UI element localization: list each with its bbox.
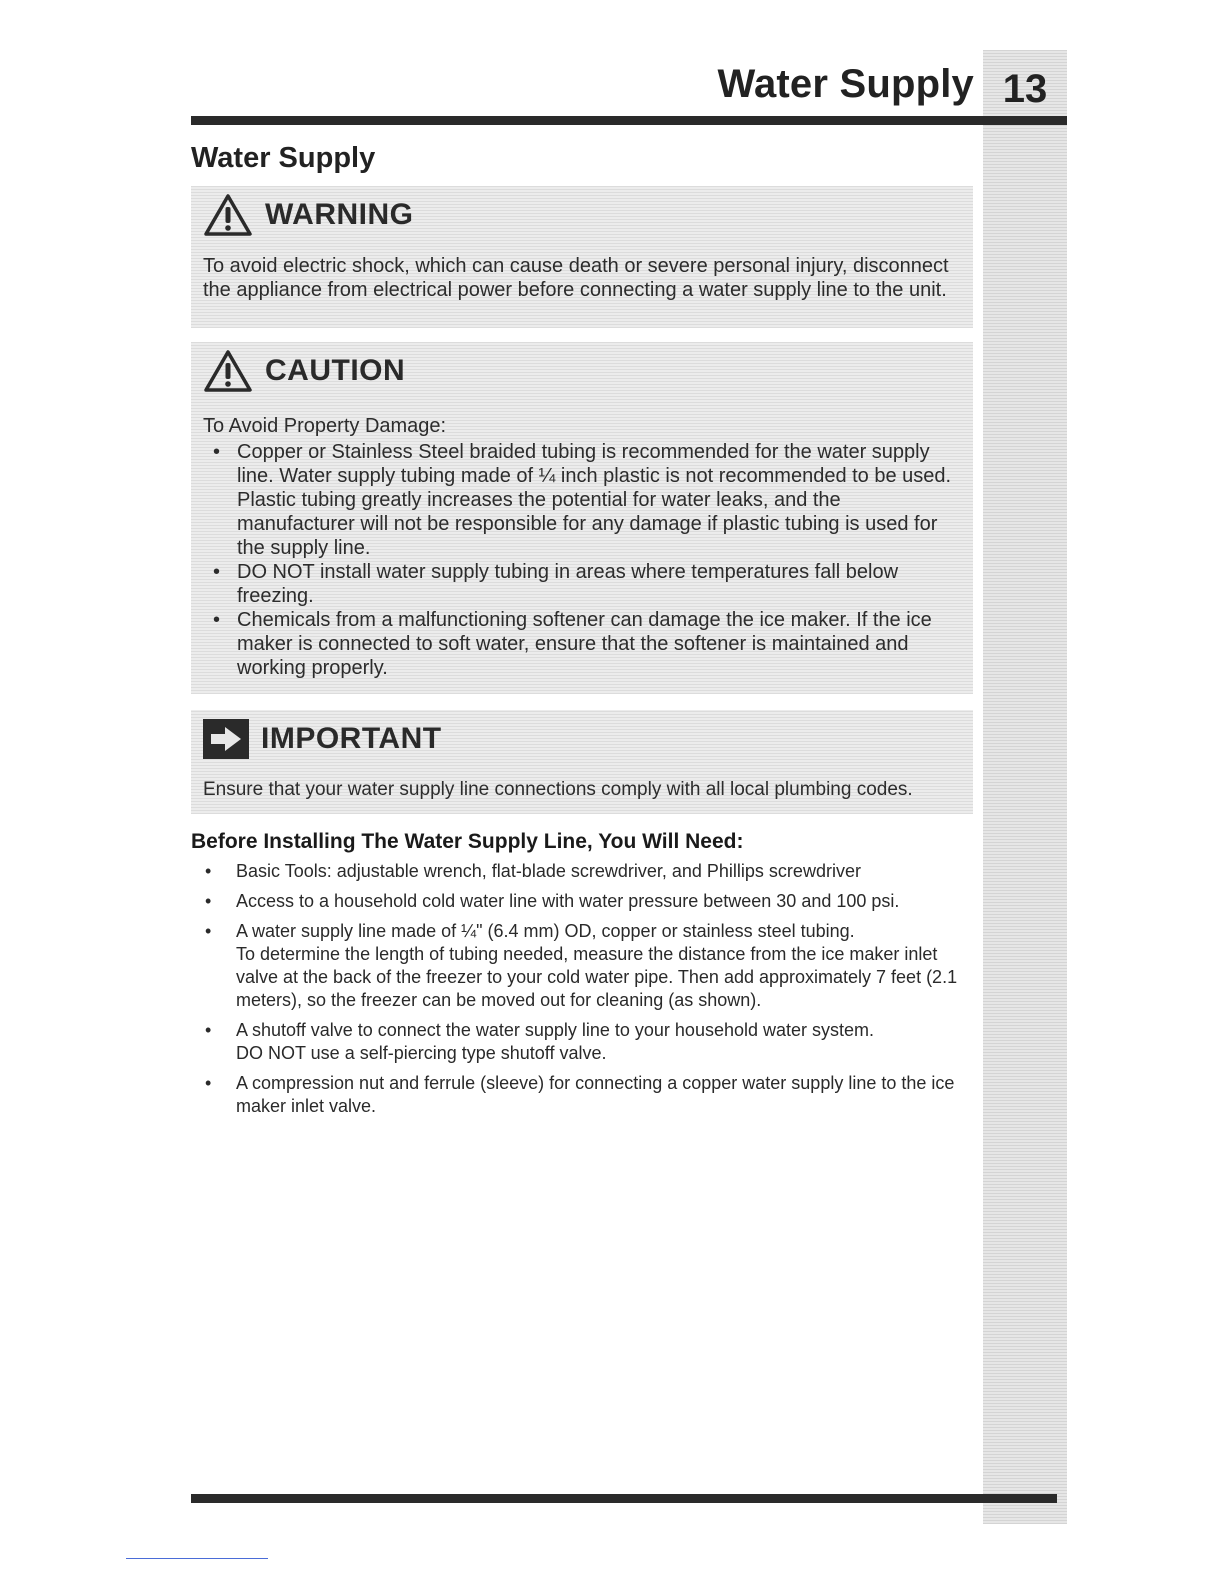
important-header — [203, 710, 959, 768]
section-title: Water Supply — [191, 142, 376, 174]
warning-triangle-icon — [203, 193, 253, 237]
needs-list — [191, 860, 981, 1125]
list-item: • Chemicals from a malfunctioning softener can damage the ice maker. If the ice maker is connected to soft water, ensure that the softener is maintained and working properly. — [203, 608, 959, 680]
list-item-text: DO NOT use a self-piercing type shutoff valve. — [236, 1043, 607, 1063]
header-rule — [191, 116, 1067, 125]
caution-intro: To Avoid Property Damage: — [203, 415, 447, 437]
important-box — [191, 710, 973, 814]
list-item-text: • A compression nut and ferrule (sleeve) for connecting a copper water supply line to the ice maker inlet valve. — [236, 1073, 955, 1116]
warning-header — [203, 186, 959, 244]
important-text: Ensure that your water supply line connections comply with all local plumbing codes. — [203, 779, 913, 800]
caution-triangle-icon — [203, 349, 253, 393]
page-number: 13 — [1002, 66, 1048, 111]
list-item-text: • A water supply line made of ¼" (6.4 mm) OD, copper or stainless steel tubing. — [236, 921, 855, 941]
list-item: • Copper or Stainless Steel braided tubing is recommended for the water supply line. Water supply tubing made of ¼ inch plastic is not recommended to be used. Plastic tubing greatly increases the potential for water leaks, and the manufacturer will not be responsible for any damage if plastic tubing is used for the supply line. — [203, 440, 959, 560]
footer-link-underline — [126, 1558, 268, 1559]
list-item — [191, 860, 981, 883]
caution-label: CAUTION — [265, 354, 406, 387]
caution-list — [203, 440, 959, 680]
needs-heading: Before Installing The Water Supply Line, You Will Need: — [191, 830, 744, 853]
warning-box — [191, 186, 973, 328]
side-strip — [983, 50, 1067, 1524]
list-item — [191, 1019, 981, 1065]
list-item-text: • Access to a household cold water line with water pressure between 30 and 100 psi. — [236, 891, 900, 911]
arrow-right-icon — [203, 719, 249, 759]
list-item — [191, 920, 981, 1012]
list-item-text: • A shutoff valve to connect the water supply line to your household water system. — [236, 1020, 875, 1040]
header-title: Water Supply — [717, 62, 974, 106]
list-item: • DO NOT install water supply tubing in areas where temperatures fall below freezing. — [203, 560, 959, 608]
warning-text: To avoid electric shock, which can cause death or severe personal injury, disconnect the appliance from electrical power before connecting a water supply line to the unit. — [203, 255, 949, 301]
warning-label: WARNING — [265, 198, 414, 231]
caution-box — [191, 342, 973, 694]
list-item — [191, 1072, 981, 1118]
list-item — [191, 890, 981, 913]
list-item-text: • Basic Tools: adjustable wrench, flat-blade screwdriver, and Phillips screwdriver — [236, 861, 861, 881]
caution-header — [203, 342, 959, 400]
important-label: IMPORTANT — [261, 722, 442, 755]
footer-rule — [191, 1494, 1057, 1503]
list-item-text: To determine the length of tubing needed, measure the distance from the ice maker inlet valve at the back of the freezer to your cold water pipe. Then add approximately 7 feet (2.1 meters), so the freezer can be moved out for cleaning (as shown). — [236, 944, 958, 1010]
